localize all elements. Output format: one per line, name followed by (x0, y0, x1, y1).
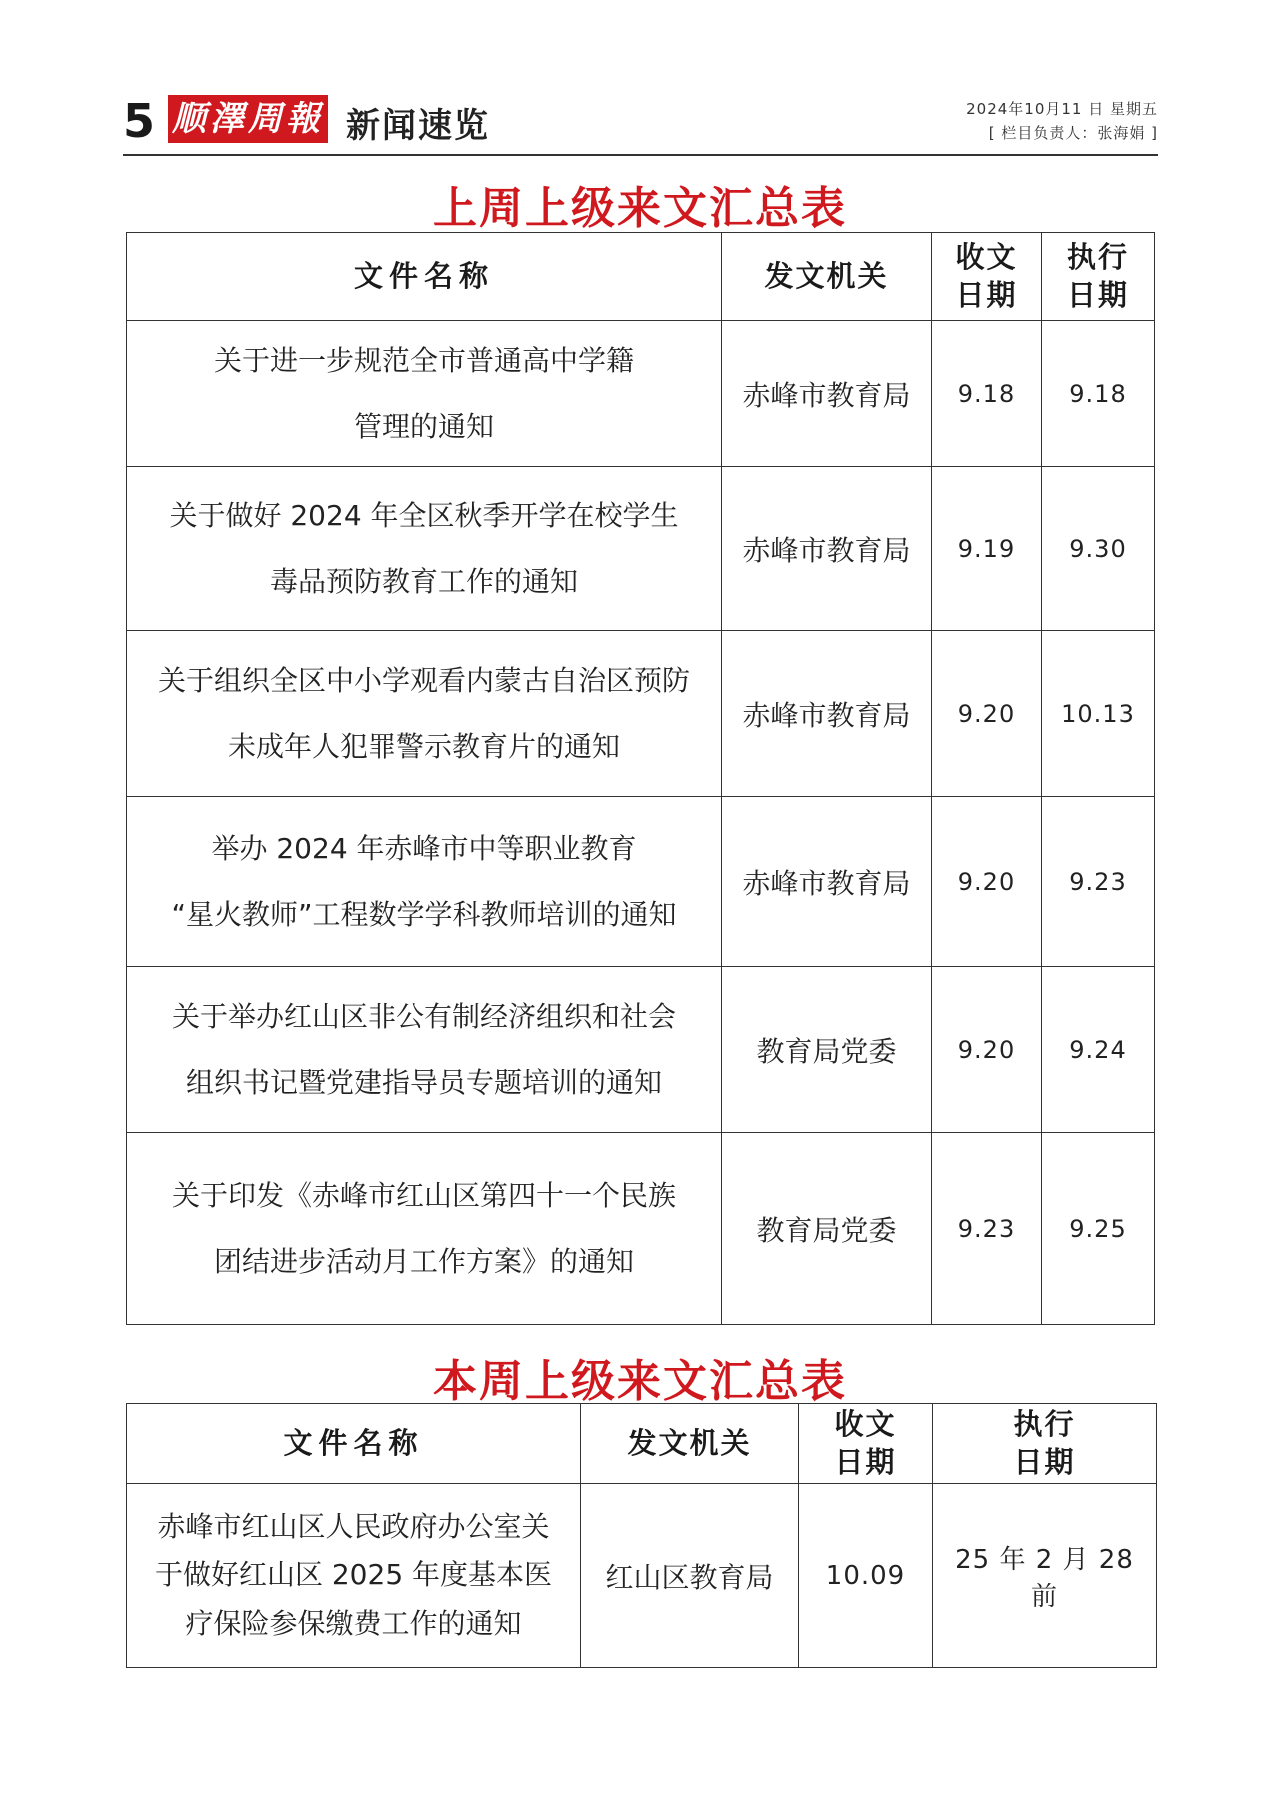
cell-executed-date: 10.13 (1042, 631, 1155, 797)
header-divider (123, 154, 1158, 156)
cell-executed-date: 25 年 2 月 28 前 (933, 1484, 1157, 1668)
cell-executed-date: 9.23 (1042, 797, 1155, 967)
page-number: 5 (123, 94, 156, 148)
table-row (127, 1484, 1157, 1668)
header-file-name: 文件名称 (127, 233, 722, 321)
table-row (127, 797, 1155, 967)
table1-body (127, 321, 1155, 1325)
this-week-documents-table (126, 1403, 1157, 1668)
header-received-date: 收文 日期 (799, 1404, 933, 1484)
page-header (123, 92, 1158, 156)
table2-title: 本周上级来文汇总表 (433, 1356, 847, 1407)
cell-file-name: 关于印发《赤峰市红山区第四十一个民族 团结进步活动月工作方案》的通知 (127, 1133, 722, 1325)
column-editor: [ 栏目负责人：张海娟 ] (988, 124, 1158, 142)
header-file-name: 文件名称 (127, 1404, 581, 1484)
cell-received-date: 9.20 (932, 631, 1042, 797)
cell-agency: 教育局党委 (722, 967, 932, 1133)
header-executed-date: 执行 日期 (1042, 233, 1155, 321)
cell-executed-date: 9.24 (1042, 967, 1155, 1133)
cell-agency: 教育局党委 (722, 1133, 932, 1325)
table-row (127, 631, 1155, 797)
table-row (127, 467, 1155, 631)
header-received-date: 收文 日期 (932, 233, 1042, 321)
cell-agency: 赤峰市教育局 (722, 467, 932, 631)
cell-executed-date: 9.30 (1042, 467, 1155, 631)
table1-title: 上周上级来文汇总表 (433, 183, 847, 234)
cell-file-name: 关于进一步规范全市普通高中学籍 管理的通知 (127, 321, 722, 467)
cell-agency: 赤峰市教育局 (722, 321, 932, 467)
cell-received-date: 10.09 (799, 1484, 933, 1668)
table-row (127, 1133, 1155, 1325)
issue-date: 2024年10月11 日 星期五 (966, 100, 1158, 118)
header-executed-date: 执行 日期 (933, 1404, 1157, 1484)
cell-received-date: 9.20 (932, 797, 1042, 967)
cell-executed-date: 9.25 (1042, 1133, 1155, 1325)
cell-received-date: 9.20 (932, 967, 1042, 1133)
last-week-documents-table (126, 232, 1155, 1325)
header-agency: 发文机关 (581, 1404, 799, 1484)
cell-received-date: 9.23 (932, 1133, 1042, 1325)
cell-agency: 赤峰市教育局 (722, 797, 932, 967)
table-row (127, 967, 1155, 1133)
cell-file-name: 关于做好 2024 年全区秋季开学在校学生 毒品预防教育工作的通知 (127, 467, 722, 631)
cell-file-name: 赤峰市红山区人民政府办公室关 于做好红山区 2025 年度基本医 疗保险参保缴费工作的通知 (127, 1484, 581, 1668)
masthead-logo: 顺澤周報 (168, 95, 328, 143)
cell-file-name: 关于举办红山区非公有制经济组织和社会 组织书记暨党建指导员专题培训的通知 (127, 967, 722, 1133)
cell-received-date: 9.19 (932, 467, 1042, 631)
cell-agency: 赤峰市教育局 (722, 631, 932, 797)
table2-body (127, 1484, 1157, 1668)
cell-executed-date: 9.18 (1042, 321, 1155, 467)
section-name: 新闻速览 (346, 106, 490, 146)
cell-agency: 红山区教育局 (581, 1484, 799, 1668)
cell-file-name: 关于组织全区中小学观看内蒙古自治区预防 未成年人犯罪警示教育片的通知 (127, 631, 722, 797)
cell-file-name: 举办 2024 年赤峰市中等职业教育 “星火教师”工程数学学科教师培训的通知 (127, 797, 722, 967)
header-agency: 发文机关 (722, 233, 932, 321)
cell-received-date: 9.18 (932, 321, 1042, 467)
table-row (127, 321, 1155, 467)
